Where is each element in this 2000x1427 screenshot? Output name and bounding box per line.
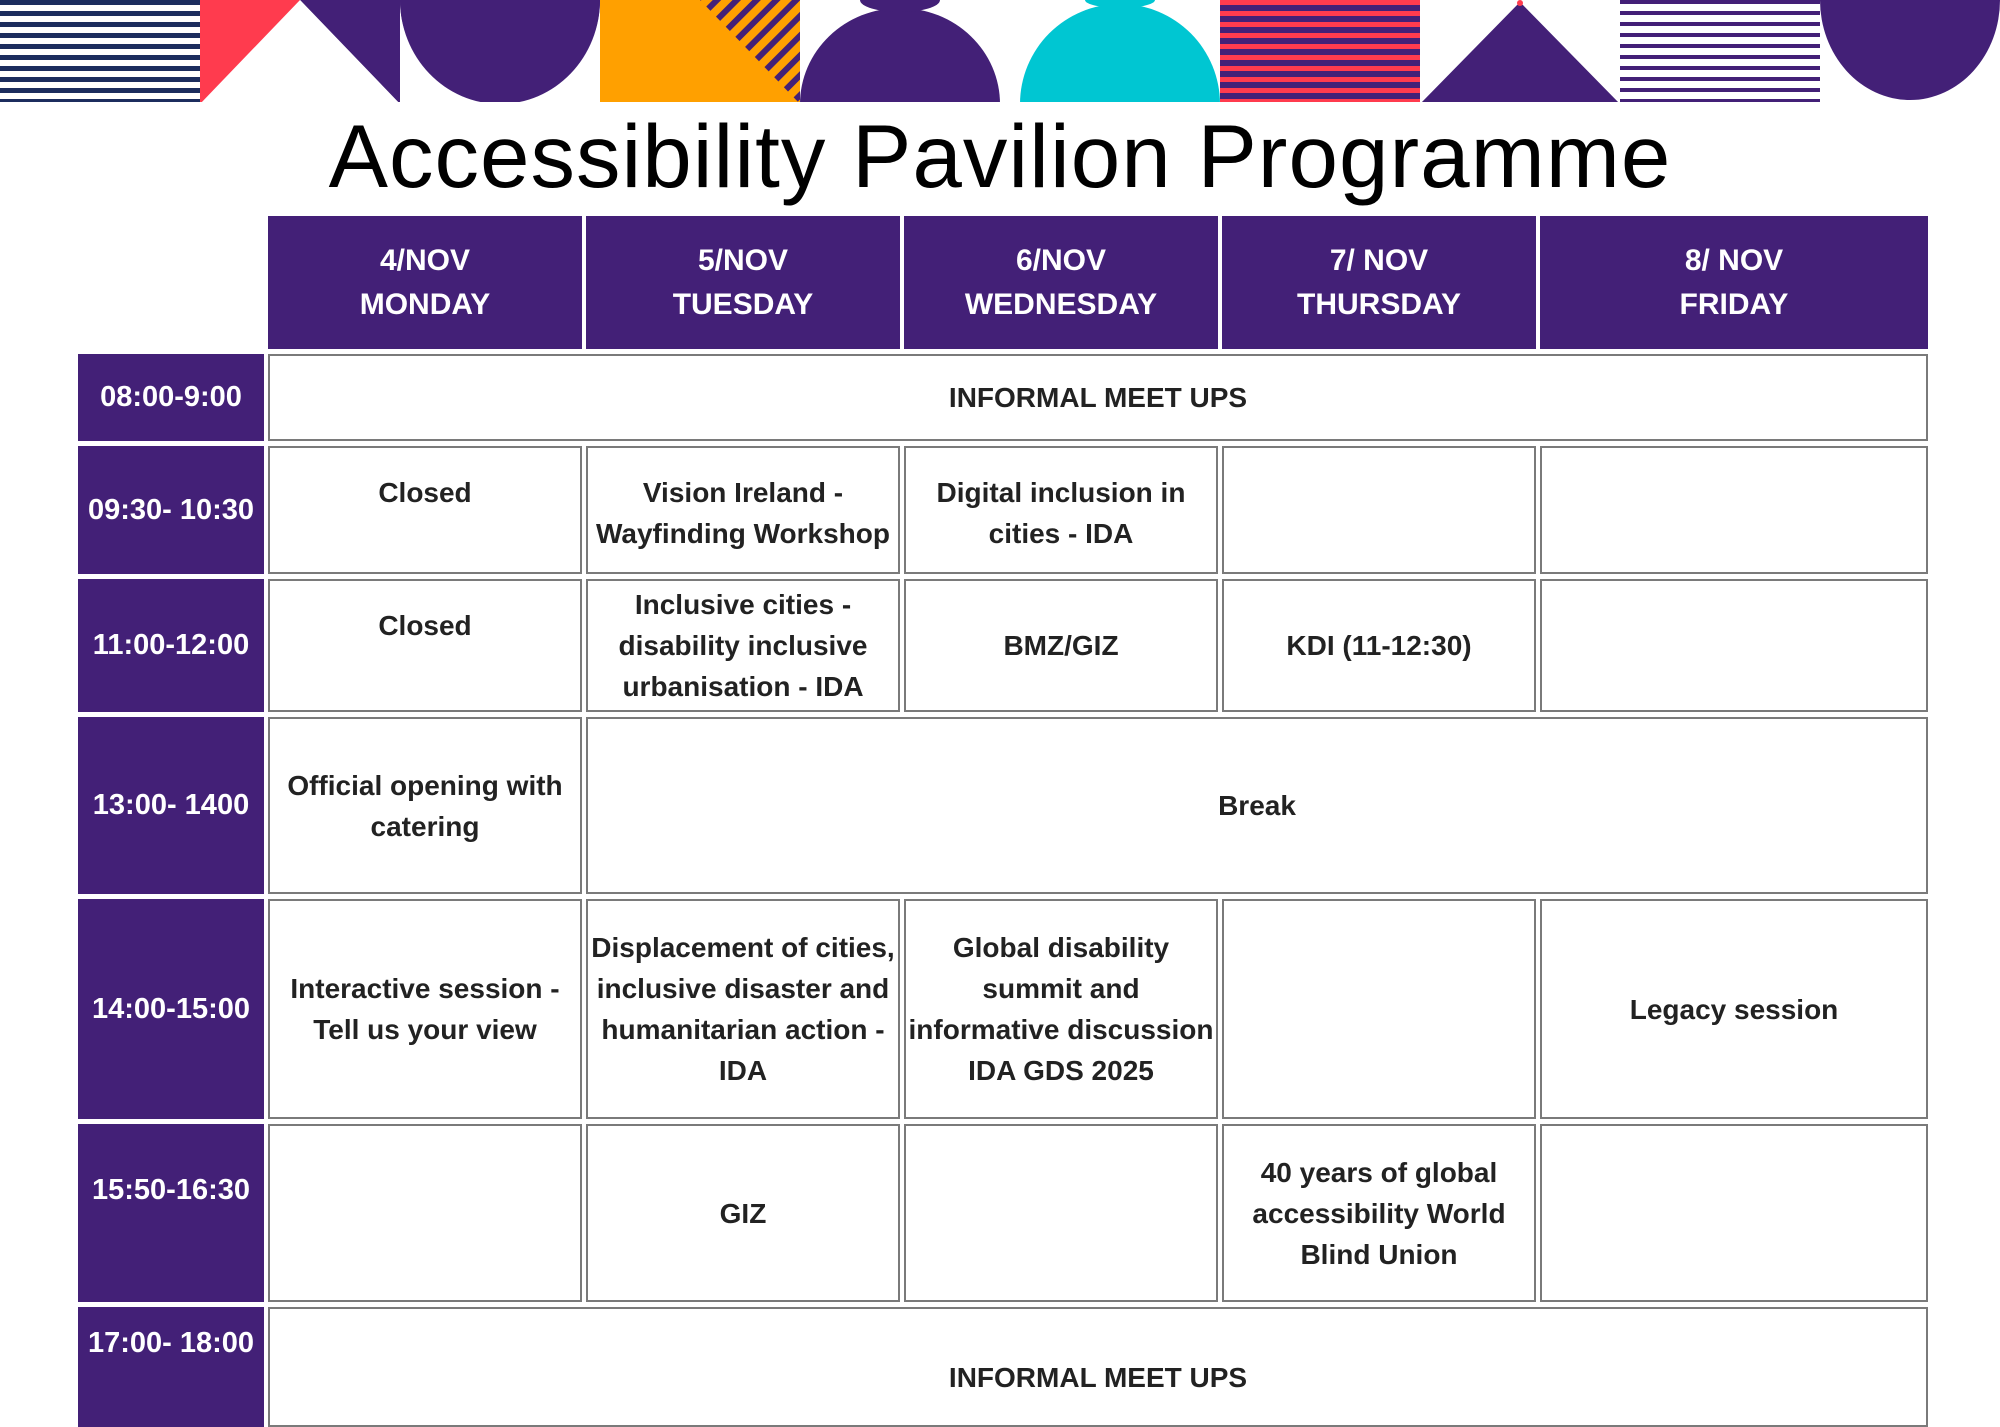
time-slot-label: 11:00-12:00 [78,579,264,712]
day-header-monday [268,216,582,349]
day-date: 4/NOV [379,243,471,277]
day-header-wednesday [904,216,1218,349]
time-slot-label: 13:00- 1400 [78,717,264,894]
day-weekday: WEDNESDAY [964,287,1158,321]
session-cell-all-days: INFORMAL MEET UPS [268,354,1928,441]
session-cell-monday: Closed [268,446,582,574]
session-cell-monday [268,1124,582,1302]
session-cell-thursday: KDI (11-12:30) [1222,579,1536,712]
table-corner [78,216,264,349]
session-cell-monday: Official opening with catering [268,717,582,894]
session-cell-friday [1540,1124,1928,1302]
session-cell-wednesday: BMZ/GIZ [904,579,1218,712]
red-triangle-shape [200,0,300,104]
day-weekday: TUESDAY [672,287,814,321]
purple-dome-shape [800,8,1000,104]
day-weekday: FRIDAY [1679,287,1789,321]
session-cell-thursday [1222,446,1536,574]
time-slot-label: 14:00-15:00 [78,899,264,1119]
session-cell-friday [1540,446,1928,574]
session-cell-wednesday: Global disability summit and informative discussion IDA GDS 2025 [904,899,1218,1119]
time-slot-label: 08:00-9:00 [78,354,264,441]
day-date: 6/NOV [1015,243,1107,277]
purple-up-triangle-shape [1420,2,1620,104]
decorative-banner [0,0,2000,104]
schedule-table [78,216,1922,1414]
day-date: 7/ NOV [1329,243,1429,277]
navy-stripes-shape [0,0,200,102]
session-cell-tuesday: Inclusive cities - disability inclusive urbanisation - IDA [586,579,900,712]
session-cell-monday: Interactive session - Tell us your view [268,899,582,1119]
page-title: Accessibility Pavilion Programme [328,106,1672,206]
session-cell-wednesday [904,1124,1218,1302]
session-cell-thursday: 40 years of global accessibility World Blind Union [1222,1124,1536,1302]
session-cell-tuesday: Displacement of cities, inclusive disaster and humanitarian action - IDA [586,899,900,1119]
day-date: 8/ NOV [1684,243,1784,277]
time-slot-label: 15:50-16:30 [78,1124,264,1302]
session-cell-break: Break [586,717,1928,894]
day-header-thursday [1222,216,1536,349]
session-cell-wednesday: Digital inclusion in cities - IDA [904,446,1218,574]
time-slot-label: 17:00- 18:00 [78,1307,264,1427]
day-header-friday [1540,216,1928,349]
session-cell-friday: Legacy session [1540,899,1928,1119]
teal-dome-shape [1020,4,1220,104]
purple-stripes-shape [1620,0,1820,102]
time-slot-label: 09:30- 10:30 [78,446,264,574]
day-header-tuesday [586,216,900,349]
session-cell-tuesday: Vision Ireland - Wayfinding Workshop [586,446,900,574]
session-cell-monday: Closed [268,579,582,712]
day-date: 5/NOV [697,243,789,277]
session-cell-thursday [1222,899,1536,1119]
session-cell-tuesday: GIZ [586,1124,900,1302]
session-cell-friday [1540,579,1928,712]
pink-stripes-shape [1220,0,1420,104]
day-weekday: MONDAY [359,287,491,321]
session-cell-all-days: INFORMAL MEET UPS [268,1307,1928,1427]
day-weekday: THURSDAY [1297,287,1461,321]
